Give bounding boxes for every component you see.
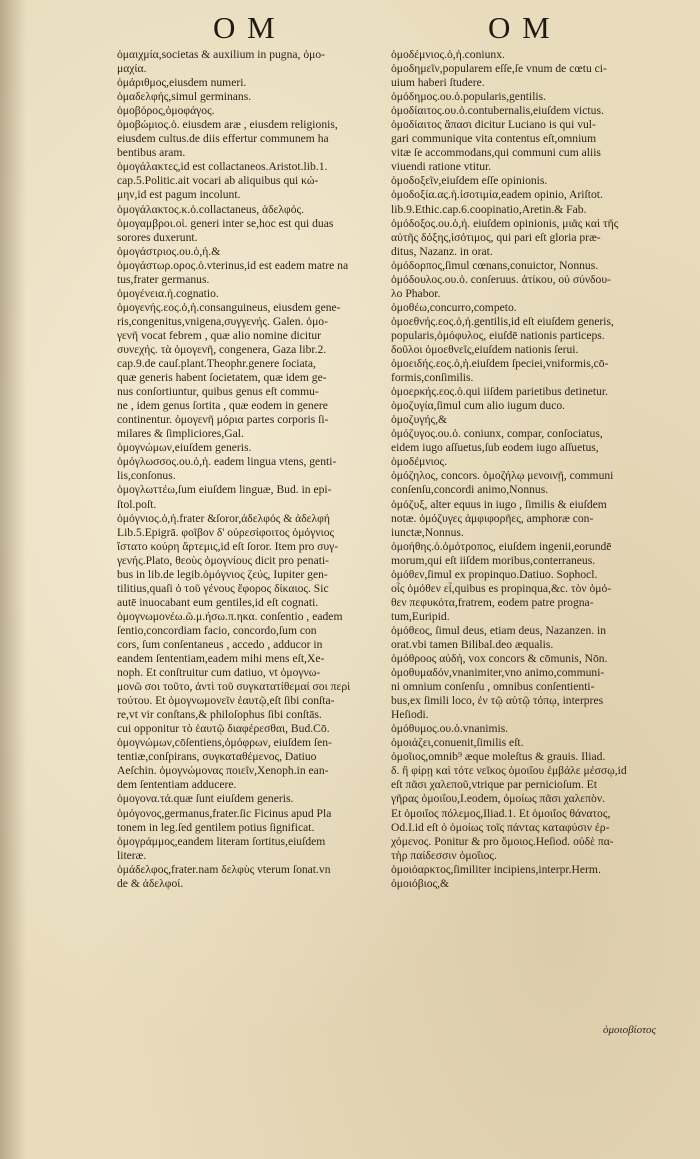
text-line: ὁμογένεια.ἡ.cognatio.	[117, 286, 219, 300]
text-line: συνεχής. τὰ ὁμογενῆ, congenera, Gaza libr.2.	[117, 342, 327, 356]
gutter-shadow	[0, 0, 26, 1159]
text-line: tus,frater germanus.	[117, 272, 210, 286]
text-line: eiusdem cultus.de diis effertur communem ha	[117, 132, 329, 146]
text-line: ὁμοδίαιτος ἅπασι dicitur Luciano is qui vul-	[391, 118, 596, 132]
header-right: O M	[488, 10, 552, 45]
text-line: χόμενος. Ponitur & pro ὅμοιος.Heſiod. οὐδὲ πα-	[391, 834, 614, 848]
text-line: gari communique vita contentus eſt,omnium	[391, 132, 597, 146]
text-line: Heſiodi.	[391, 708, 429, 722]
text-line: θεν πεφυκότα,fratrem, eodem patre progna-	[391, 595, 594, 609]
text-line: ὁμόγλωσσος.ου.ὁ,ἡ. eadem lingua vtens, genti-	[117, 455, 337, 469]
text-line: ὁμοδέμνιος.ὁ,ἡ.coniunx.	[391, 48, 505, 61]
text-line: quæ generis habent ſocietatem, quæ idem ge-	[117, 371, 327, 385]
text-line: ὁμογνωμονέω.ῶ.μ.ήσω.π.ηκα. conſentio , eadem	[117, 609, 343, 623]
text-line: δοῦλοι ὁμοεθνεῖς,eiuſdem nationis ſerui.	[391, 342, 579, 356]
running-header	[0, 10, 700, 50]
text-line: ὁμοδημεῖν,popularem eſſe,ſe vnum de cœtu ci-	[391, 62, 607, 76]
text-line: Od.I.id eſt ὁ ὁμοίως τοῖς πάντας καταφύσιν ἐρ-	[391, 820, 610, 834]
text-line: viuendi ratione vtitur.	[391, 160, 492, 174]
text-line: ὁμογνώμων,eiuſdem generis.	[117, 441, 252, 455]
text-line: uium haberi ſtudere.	[391, 76, 485, 90]
text-line: morum,qui eſt iiſdem moribus,conterraneus.	[391, 553, 596, 567]
text-line: milares & ſimpliciores,Gal.	[117, 427, 244, 441]
text-line: tonem in leg.ſed gentilem potius ſignificat.	[117, 820, 315, 834]
text-line: re,vt vir conſtans,& philoſophus ſibi conſtās.	[117, 708, 322, 722]
text-line: tilitius,quaſi ὁ τοῦ γένους ἔφορος δίκαιος. Sic	[117, 581, 329, 595]
text-line: ὁμοιάζει,conuenit,ſimilis eſt.	[391, 736, 524, 750]
text-line: μην,id est pagum incolunt.	[117, 188, 241, 202]
text-line: γῆρας ὁμοιΐου,I.eodem, ὁμοίως πᾶσι χαλεπὸν.	[391, 792, 605, 806]
text-line: ὁμόδορπος,ſimul cœnans,conuictor, Nonnus.	[391, 258, 599, 272]
text-line: ne , idem genus ſortita , quæ eodem in genere	[117, 399, 328, 413]
text-line: ni omnium conſenſu , omnibus conſentienti-	[391, 680, 595, 694]
text-line: ὁμάριθμος,eiusdem numeri.	[117, 76, 247, 90]
text-line: γενῆ vocat febrem , quæ alio nomine dicitur	[117, 328, 321, 342]
text-line: ὁμογλωττέω,ſum eiuſdem linguæ, Bud. in epi-	[117, 483, 332, 497]
text-line: bus,ex ſimili loco, ἐν τῷ αὐτῷ τόπῳ, interpres	[391, 694, 604, 708]
text-line: cap.5.Politic.ait vocari ab aliquibus qui κώ-	[117, 174, 319, 188]
text-line: ὁμογάστωρ.ορος.ὁ.vterinus,id est eadem matre na	[117, 258, 349, 272]
text-line: ὁμόγνιος.ὁ,ἡ.frater &ſoror,ἀδελφός & ἀδελφή	[117, 511, 330, 525]
text-line: cap.9.de cauſ.plant.Theophr.genere ſociata,	[117, 357, 316, 371]
text-line: formis,conſimilis.	[391, 371, 474, 385]
text-line: ὁμοιόαρκτος,ſimiliter incipiens,interpr.Herm.	[391, 862, 601, 876]
text-line: tentiæ,conſpirans, συγκαταθέμενος, Datiuo	[117, 750, 317, 764]
text-line: ditus, Nazanz. in orat.	[391, 244, 493, 258]
text-line: literæ.	[117, 848, 147, 862]
text-line: οἷς ὁμόθεν εἶ,quibus es propinqua,&c. τὸν ὁμό-	[391, 581, 612, 595]
text-line: ſtol.poſt.	[117, 497, 157, 511]
text-line: ὁμοδέμνιος.	[391, 455, 448, 469]
header-left: O M	[213, 10, 277, 45]
text-line: lib.9.Ethic.cap.6.coopinatio,Aretin.& Fab.	[391, 202, 587, 216]
text-line: ὁμογονα.τά.quæ ſunt eiuſdem generis.	[117, 792, 294, 806]
text-line: notæ. ὁμόζυγες ἀμφιφορῆες, amphoræ con-	[391, 511, 594, 525]
text-line: μαχία.	[117, 62, 147, 76]
text-line: ὁμόγονος,germanus,frater.ſic Ficinus apud Pla	[117, 806, 332, 820]
text-line: ὁμόθεος, ſimul deus, etiam deus, Nazanzen. in	[391, 623, 607, 637]
text-line: ὁμογάλακτος.κ.ὁ.collactaneus, ἀδελφός.	[117, 202, 305, 216]
text-line: lis,conſonus.	[117, 469, 176, 483]
text-line: bus in lib.de legib.ὁμόγνιος ζεύς, Iupiter gen-	[117, 567, 328, 581]
text-line: continentur. ὁμογενῆ μόρια partes corporis ſi-	[117, 413, 329, 427]
text-line: ὁμοιόβιος,&	[391, 876, 450, 890]
text-line: ὁμογαμβροι.οἱ. generi inter se,hoc est qui duas	[117, 216, 334, 230]
text-line: vitæ ſe accommodans,qui communi cum aliis	[391, 146, 601, 160]
text-line: de & ἀδελφοί.	[117, 876, 184, 890]
text-line: iunctæ,Nonnus.	[391, 525, 464, 539]
text-line: ris,congenitus,vnigena,συγγενής. Galen. ὁμο-	[117, 314, 328, 328]
text-line: Aeſchin. ὁμογνώμονας ποιεῖν,Xenoph.in ean-	[117, 764, 329, 778]
text-line: ὁμόθροος αὐδή, vox concors & cōmunis, Nōn.	[391, 652, 608, 666]
right-column	[391, 48, 649, 891]
text-line: cors, ſum conſentaneus , accedo , adducor in	[117, 637, 323, 651]
text-line: ὁμοερκής.εος.ὁ.qui iiſdem parietibus detinetur.	[391, 385, 609, 399]
text-line: λο Phabor.	[391, 286, 441, 300]
text-line: ὁμογάλακτες,id est collactaneos.Aristot.lib.1.	[117, 160, 328, 174]
text-line: autē inuocabant eum gentiles,id eſt cognati.	[117, 595, 319, 609]
text-line: nus conſortiuntur, quibus genus eſt commu-	[117, 385, 319, 399]
text-line: ὁμόδοξος.ου.ὁ,ἡ. eiuſdem opinionis, μιᾶς καὶ τῆς	[391, 216, 619, 230]
text-line: ὁμάδελφος,frater.nam δελφὺς vterum ſonat.vn	[117, 862, 331, 876]
text-line: Lib.5.Epigrā. φοῖβον δ' οὐρεσίφοιτος ὁμόγνιος	[117, 525, 335, 539]
text-line: τούτου. Et ὁμογνωμονεῖν ἑαυτῷ,eſt ſibi conſta-	[117, 694, 335, 708]
text-line: ὁμοζυγής,&	[391, 413, 448, 427]
text-line: ſentio,concordiam facio, concordo,ſum con	[117, 623, 317, 637]
text-line: ὁμοδοξία.ας.ἡ.ἰσοτιμία,eadem opinio, Ariſtot.	[391, 188, 603, 202]
text-line: tum,Euripid.	[391, 609, 450, 623]
text-line: cui opponitur τὸ ἑαυτῷ διαφέρεσθαι, Bud.Cō.	[117, 722, 330, 736]
text-line: αὐτῆς δόξης,ἰσότιμος, qui pari eſt gloria præ-	[391, 230, 601, 244]
text-line: ὁμοειδής.εος.ὁ,ἡ.eiuſdem ſpeciei,vniformis,cō-	[391, 357, 609, 371]
text-line: ὁμόθυμος.ου.ὁ.vnanimis.	[391, 722, 509, 736]
text-line: ὁμοζυγία,ſimul cum alio iugum duco.	[391, 399, 566, 413]
text-line: ὁμογράμμος,eandem literam ſortitus,eiuſdem	[117, 834, 326, 848]
text-line: ὁμαιχμία,societas & auxilium in pugna, ὁμο-	[117, 48, 326, 61]
text-line: ὁμόδουλος.ου.ὁ. conſeruus. ἀτίκου, οὐ σύνδου-	[391, 272, 611, 286]
text-line: γενής.Plato, θεοὺς ὁμογνίους dicit pro penati-	[117, 553, 330, 567]
text-line: ὁμογάστριος.ου.ὁ,ἡ.&	[117, 244, 221, 258]
text-line: ὁμόζυξ, alter equus in iugo , ſimilis & eiuſdem	[391, 497, 607, 511]
text-line: orat.vbi tamen Bilibal.deo æqualis.	[391, 637, 554, 651]
text-line: eandem ſententiam,eadem mihi mens eſt,Xe-	[117, 652, 325, 666]
text-line: sorores duxerunt.	[117, 230, 198, 244]
text-line: μονῶ σοι τοῦτο, ἀντὶ τοῦ συγκατατίθεμαί σοι περὶ	[117, 680, 351, 694]
text-line: ὁμογενής.εος.ὁ,ἡ.consanguineus, eiusdem gene-	[117, 300, 341, 314]
text-line: ὁμαδελφής,simul germinans.	[117, 90, 252, 104]
text-line: eidem iugo aſſuetus,ſub eodem iugo aſſuetus,	[391, 441, 599, 455]
text-line: noph. Et conſtruitur cum datiuo, vt ὁμογνω-	[117, 666, 321, 680]
text-line: τὴρ παίδεσσιν ὁμοΐιος.	[391, 848, 497, 862]
text-line: ὁμόζηλος, concors. ὁμοζήλῳ μενοινῇ, communi	[391, 469, 614, 483]
text-line: ὁμοθυμαδόν,vnanimiter,vno animo,communi-	[391, 666, 605, 680]
text-line: ὁμόθεν,ſimul ex propinquo.Datiuo. Sophocl.	[391, 567, 598, 581]
text-line: δ. ἢ φίρῃ καὶ τότε νεῖκος ὁμοιΐου ἐμβάλε μέσσῳ,id	[391, 764, 627, 778]
text-line: popularis,ὁμόφυλος, eiuſdē nationis particeps.	[391, 328, 605, 342]
text-line: ὁμοῖιος,omnib⁹ æque moleſtus & grauis. Iliad.	[391, 750, 606, 764]
text-line: ὁμόζυγος.ου.ὁ. coniunx, compar, conſociatus,	[391, 427, 603, 441]
text-line: ὁμοεθνής.εος.ὁ,ἡ.gentilis,id eſt eiuſdem generis,	[391, 314, 614, 328]
left-column	[117, 48, 381, 891]
text-line: ὁμογνώμων,cōſentiens,ὁμόφρων, eiuſdem ſen-	[117, 736, 332, 750]
text-line: ὁμοήθης.ὁ.ὁμότροπος, eiuſdem ingenii,eorundē	[391, 539, 612, 553]
text-line: Et ὁμοιΐος πόλεμος,Iliad.1. Et ὁμοιΐος θάνατος,	[391, 806, 611, 820]
text-line: ὁμοβόρος,ὁμοφάγος.	[117, 104, 215, 118]
text-line: ὁμόδημος.ου.ὁ.popularis,gentilis.	[391, 90, 547, 104]
text-line: ὁμοβώμιος.ὁ. eiusdem aræ , eiusdem religionis,	[117, 118, 338, 132]
text-line: dem ſententiam adducere.	[117, 778, 237, 792]
text-line: ὁμοδοξεῖν,eiuſdem eſſe opinionis.	[391, 174, 548, 188]
text-line: ὁμοθέω,concurro,competo.	[391, 300, 517, 314]
text-line: ὁμοδίαιτος.ου.ὁ.contubernalis,eiuſdem victus.	[391, 104, 604, 118]
text-line: ἵστατο κούρη ἄρτεμις,id eſt ſoror. Item pro συγ-	[117, 539, 339, 553]
text-line: eſt πᾶσι χαλεποῦ,vtrique par pernicioſum. Et	[391, 778, 597, 792]
text-line: bentibus aram.	[117, 146, 186, 160]
catchword: ὁμοιοβίοτος	[603, 1024, 657, 1036]
text-line: conſenſu,concordi animo,Nonnus.	[391, 483, 549, 497]
